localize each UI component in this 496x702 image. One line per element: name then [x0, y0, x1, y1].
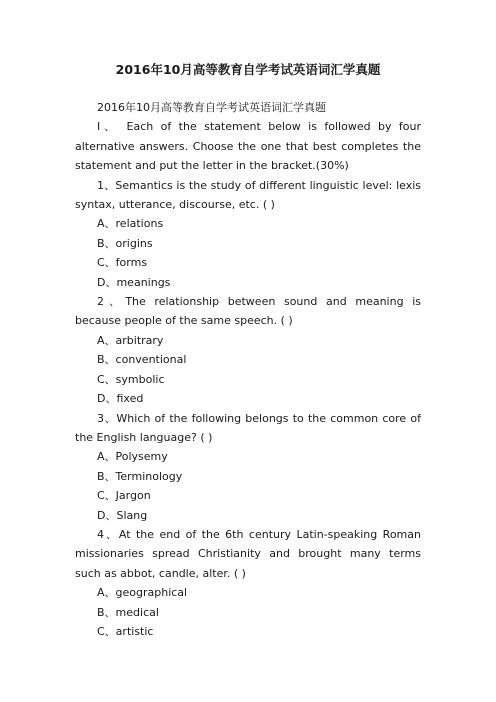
question-stem: 3、Which of the following belongs to the common core of the English language? ( ) [75, 411, 421, 444]
option-b: B、origins [97, 236, 153, 250]
option-a: A、relations [97, 217, 164, 231]
option-b: B、Terminology [97, 469, 183, 483]
option-c: C、Jargon [97, 489, 151, 503]
question-2 [75, 292, 421, 408]
question-4 [75, 525, 421, 641]
section-instruction: I、 Each of the statement below is followed by four alternative answers. Choose the one that best completes the statement and put the letter in the bracket.(30%) [75, 120, 421, 173]
option-c: C、forms [97, 256, 148, 270]
option-c: C、artistic [97, 624, 154, 638]
question-3 [75, 409, 421, 525]
option-b: B、medical [97, 605, 159, 619]
option-b: B、conventional [97, 353, 187, 367]
option-a: A、Polysemy [97, 450, 168, 464]
question-stem: 2、The relationship between sound and meaning is because people of the same speech. ( ) [75, 295, 421, 328]
document-page [75, 60, 421, 641]
question-stem: 4、At the end of the 6th century Latin-speaking Roman missionaries spread Christianity and brought many terms such as abbot, candle, alter. ( ) [75, 527, 421, 580]
option-a: A、arbitrary [97, 333, 164, 347]
question-1 [75, 176, 421, 292]
document-subtitle: 2016年10月高等教育自学考试英语词汇学真题 [97, 101, 326, 114]
option-d: D、fixed [97, 392, 144, 406]
option-c: C、symbolic [97, 372, 165, 386]
option-d: D、Slang [97, 508, 148, 522]
option-d: D、meanings [97, 275, 171, 289]
option-a: A、geographical [97, 586, 188, 600]
question-stem: 1、Semantics is the study of different linguistic level: lexis syntax, utterance, discourse, etc. ( ) [75, 178, 421, 212]
document-title: 2016年10月高等教育自学考试英语词汇学真题 [115, 62, 381, 77]
